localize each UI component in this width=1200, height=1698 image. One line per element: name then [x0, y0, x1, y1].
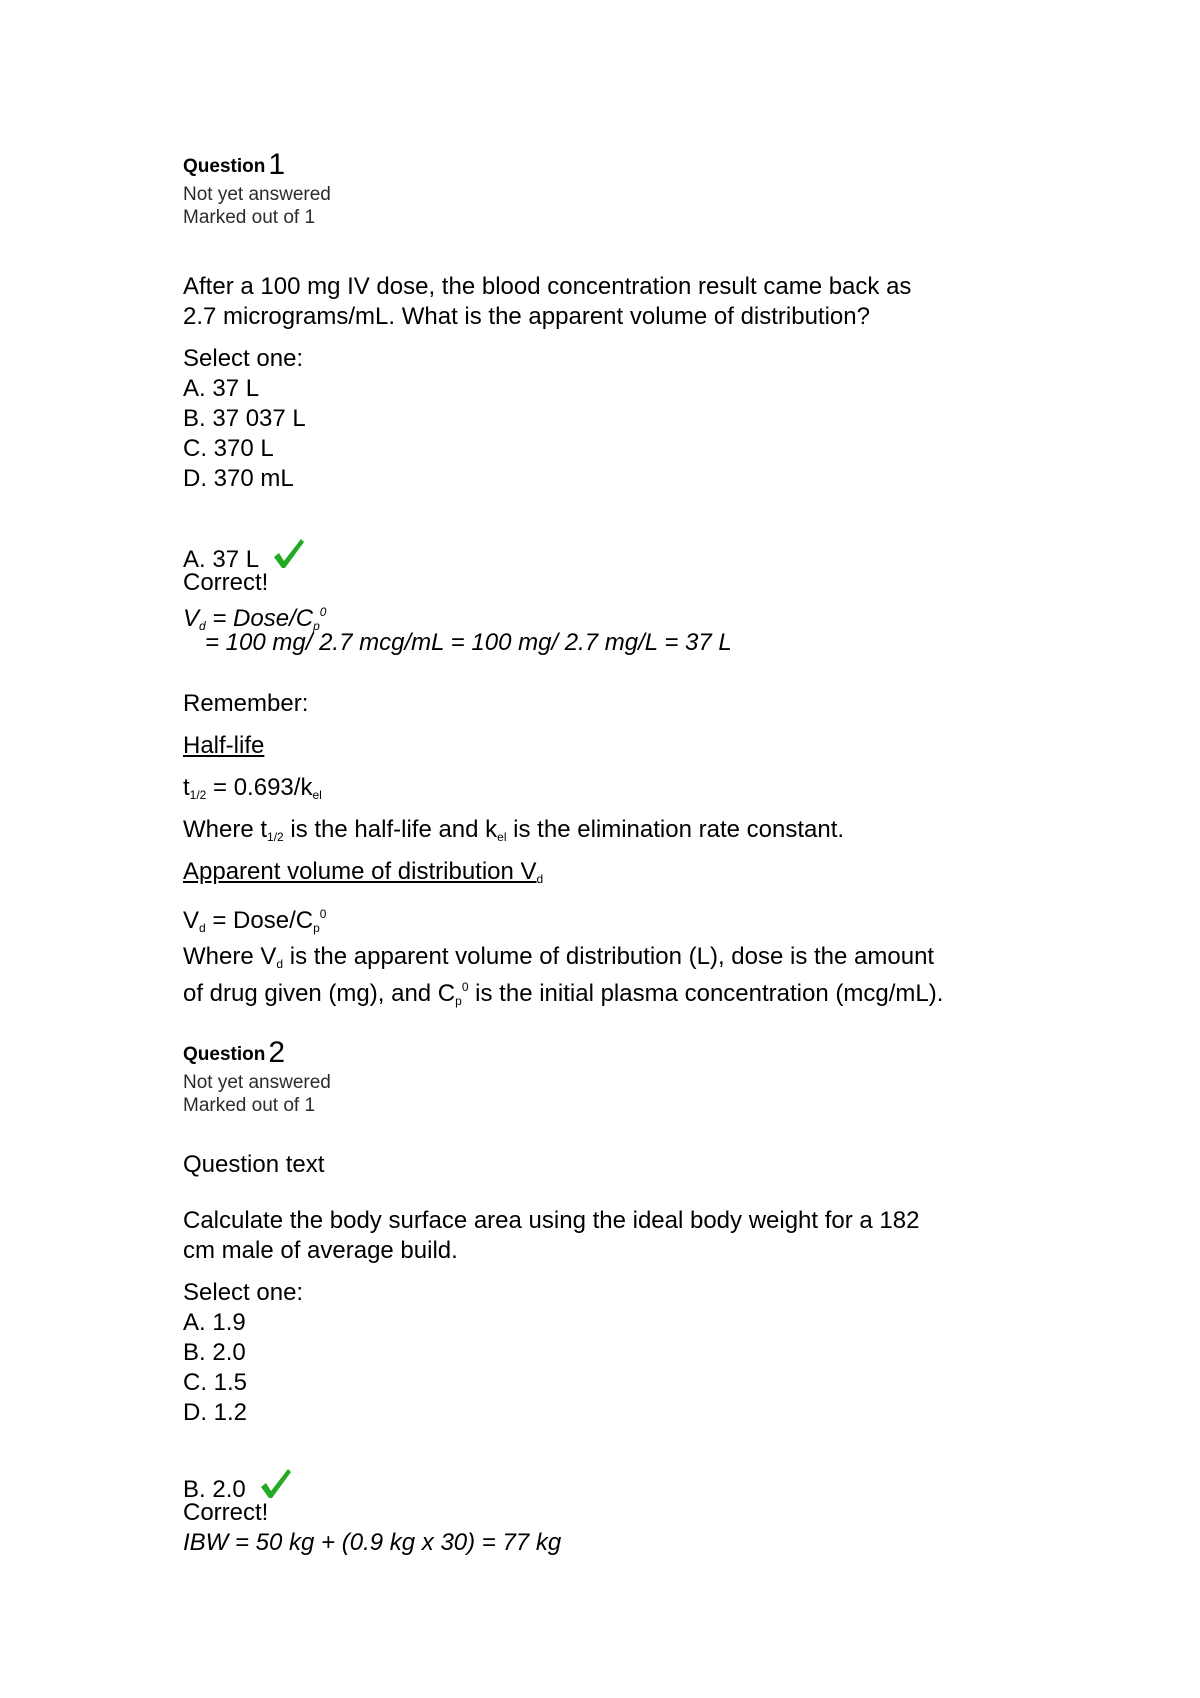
question-status: Not yet answered — [183, 184, 331, 205]
formula-subscript: d — [199, 921, 206, 935]
selected-answer-text: A. 37 L — [183, 546, 259, 573]
formula-superscript: 0 — [319, 605, 327, 619]
question-2-heading — [183, 1036, 285, 1070]
question-status: Not yet answered — [183, 1072, 331, 1093]
check-mark-icon — [271, 537, 305, 571]
explanation-text: of drug given (mg), and C — [183, 980, 456, 1007]
question-number: 1 — [268, 148, 286, 181]
formula-subscript: el — [312, 788, 322, 802]
answer-option-c[interactable]: C. 370 L — [183, 435, 274, 462]
question-marks: Marked out of 1 — [183, 1095, 316, 1116]
formula-symbol: V — [183, 605, 200, 632]
answer-option-a[interactable]: A. 1.9 — [183, 1309, 246, 1336]
formula-subscript: 1/2 — [267, 830, 284, 844]
explanation-text: is the half-life and k — [283, 816, 498, 843]
check-mark-icon — [258, 1467, 292, 1501]
formula-subscript: d — [276, 957, 284, 971]
formula-text: = Dose/C — [205, 605, 314, 632]
explanation-text: Where V — [183, 943, 277, 970]
question-text-line: After a 100 mg IV dose, the blood concentration result came back as — [183, 273, 912, 300]
formula-symbol: t — [183, 774, 190, 801]
question-label: Question — [183, 1044, 266, 1065]
answer-option-b[interactable]: B. 2.0 — [183, 1339, 246, 1366]
half-life-heading: Half-life — [183, 732, 265, 759]
formula-subscript: el — [497, 830, 507, 844]
vd-formula-calculation: = 100 mg/ 2.7 mcg/mL = 100 mg/ 2.7 mg/L = 37 L — [205, 629, 732, 656]
question-text-line: cm male of average build. — [183, 1237, 458, 1264]
select-one-label: Select one: — [183, 345, 304, 372]
volume-of-distribution-heading — [183, 857, 543, 894]
feedback-correct: Correct! — [183, 1499, 269, 1526]
formula-symbol: V — [183, 907, 200, 934]
question-label: Question — [183, 156, 266, 177]
formula-subscript: p — [313, 619, 320, 633]
explanation-text: is the initial plasma concentration (mcg/mL). — [468, 980, 944, 1007]
formula-superscript: 0 — [319, 907, 327, 921]
explanation-text: is the apparent volume of distribution (L), dose is the amount — [283, 943, 935, 970]
answer-option-b[interactable]: B. 37 037 L — [183, 405, 306, 432]
answer-option-d[interactable]: D. 1.2 — [183, 1399, 248, 1426]
remember-label: Remember: — [183, 690, 309, 717]
formula-text: = 0.693/k — [206, 774, 313, 801]
answer-option-c[interactable]: C. 1.5 — [183, 1369, 248, 1396]
formula-subscript: 1/2 — [189, 788, 207, 802]
formula-subscript: p — [455, 994, 462, 1008]
explanation-text: is the elimination rate constant. — [506, 816, 845, 843]
answer-option-a[interactable]: A. 37 L — [183, 375, 260, 402]
question-text-line: Calculate the body surface area using the ideal body weight for a 182 — [183, 1207, 920, 1234]
formula-subscript: d — [536, 872, 544, 886]
formula-text: = Dose/C — [205, 907, 314, 934]
half-life-formula — [183, 773, 322, 810]
vd-formula — [183, 899, 326, 943]
ibw-formula: IBW = 50 kg + (0.9 kg x 30) = 77 kg — [183, 1529, 562, 1556]
question-number: 2 — [268, 1036, 286, 1069]
question-marks: Marked out of 1 — [183, 207, 316, 228]
question-text-line: 2.7 micrograms/mL. What is the apparent volume of distribution? — [183, 303, 870, 330]
answer-option-d[interactable]: D. 370 mL — [183, 465, 294, 492]
feedback-correct: Correct! — [183, 569, 269, 596]
selected-answer-text: B. 2.0 — [183, 1476, 246, 1503]
question-text-heading: Question text — [183, 1151, 325, 1178]
vd-explanation-line — [183, 972, 943, 1016]
formula-subscript: d — [199, 619, 206, 633]
question-1-heading — [183, 148, 285, 182]
formula-superscript: 0 — [461, 980, 469, 994]
explanation-text: Where t — [183, 816, 268, 843]
half-life-explanation — [183, 815, 844, 852]
heading-text: Apparent volume of distribution V — [183, 858, 537, 885]
formula-subscript: p — [313, 921, 320, 935]
select-one-label: Select one: — [183, 1279, 304, 1306]
